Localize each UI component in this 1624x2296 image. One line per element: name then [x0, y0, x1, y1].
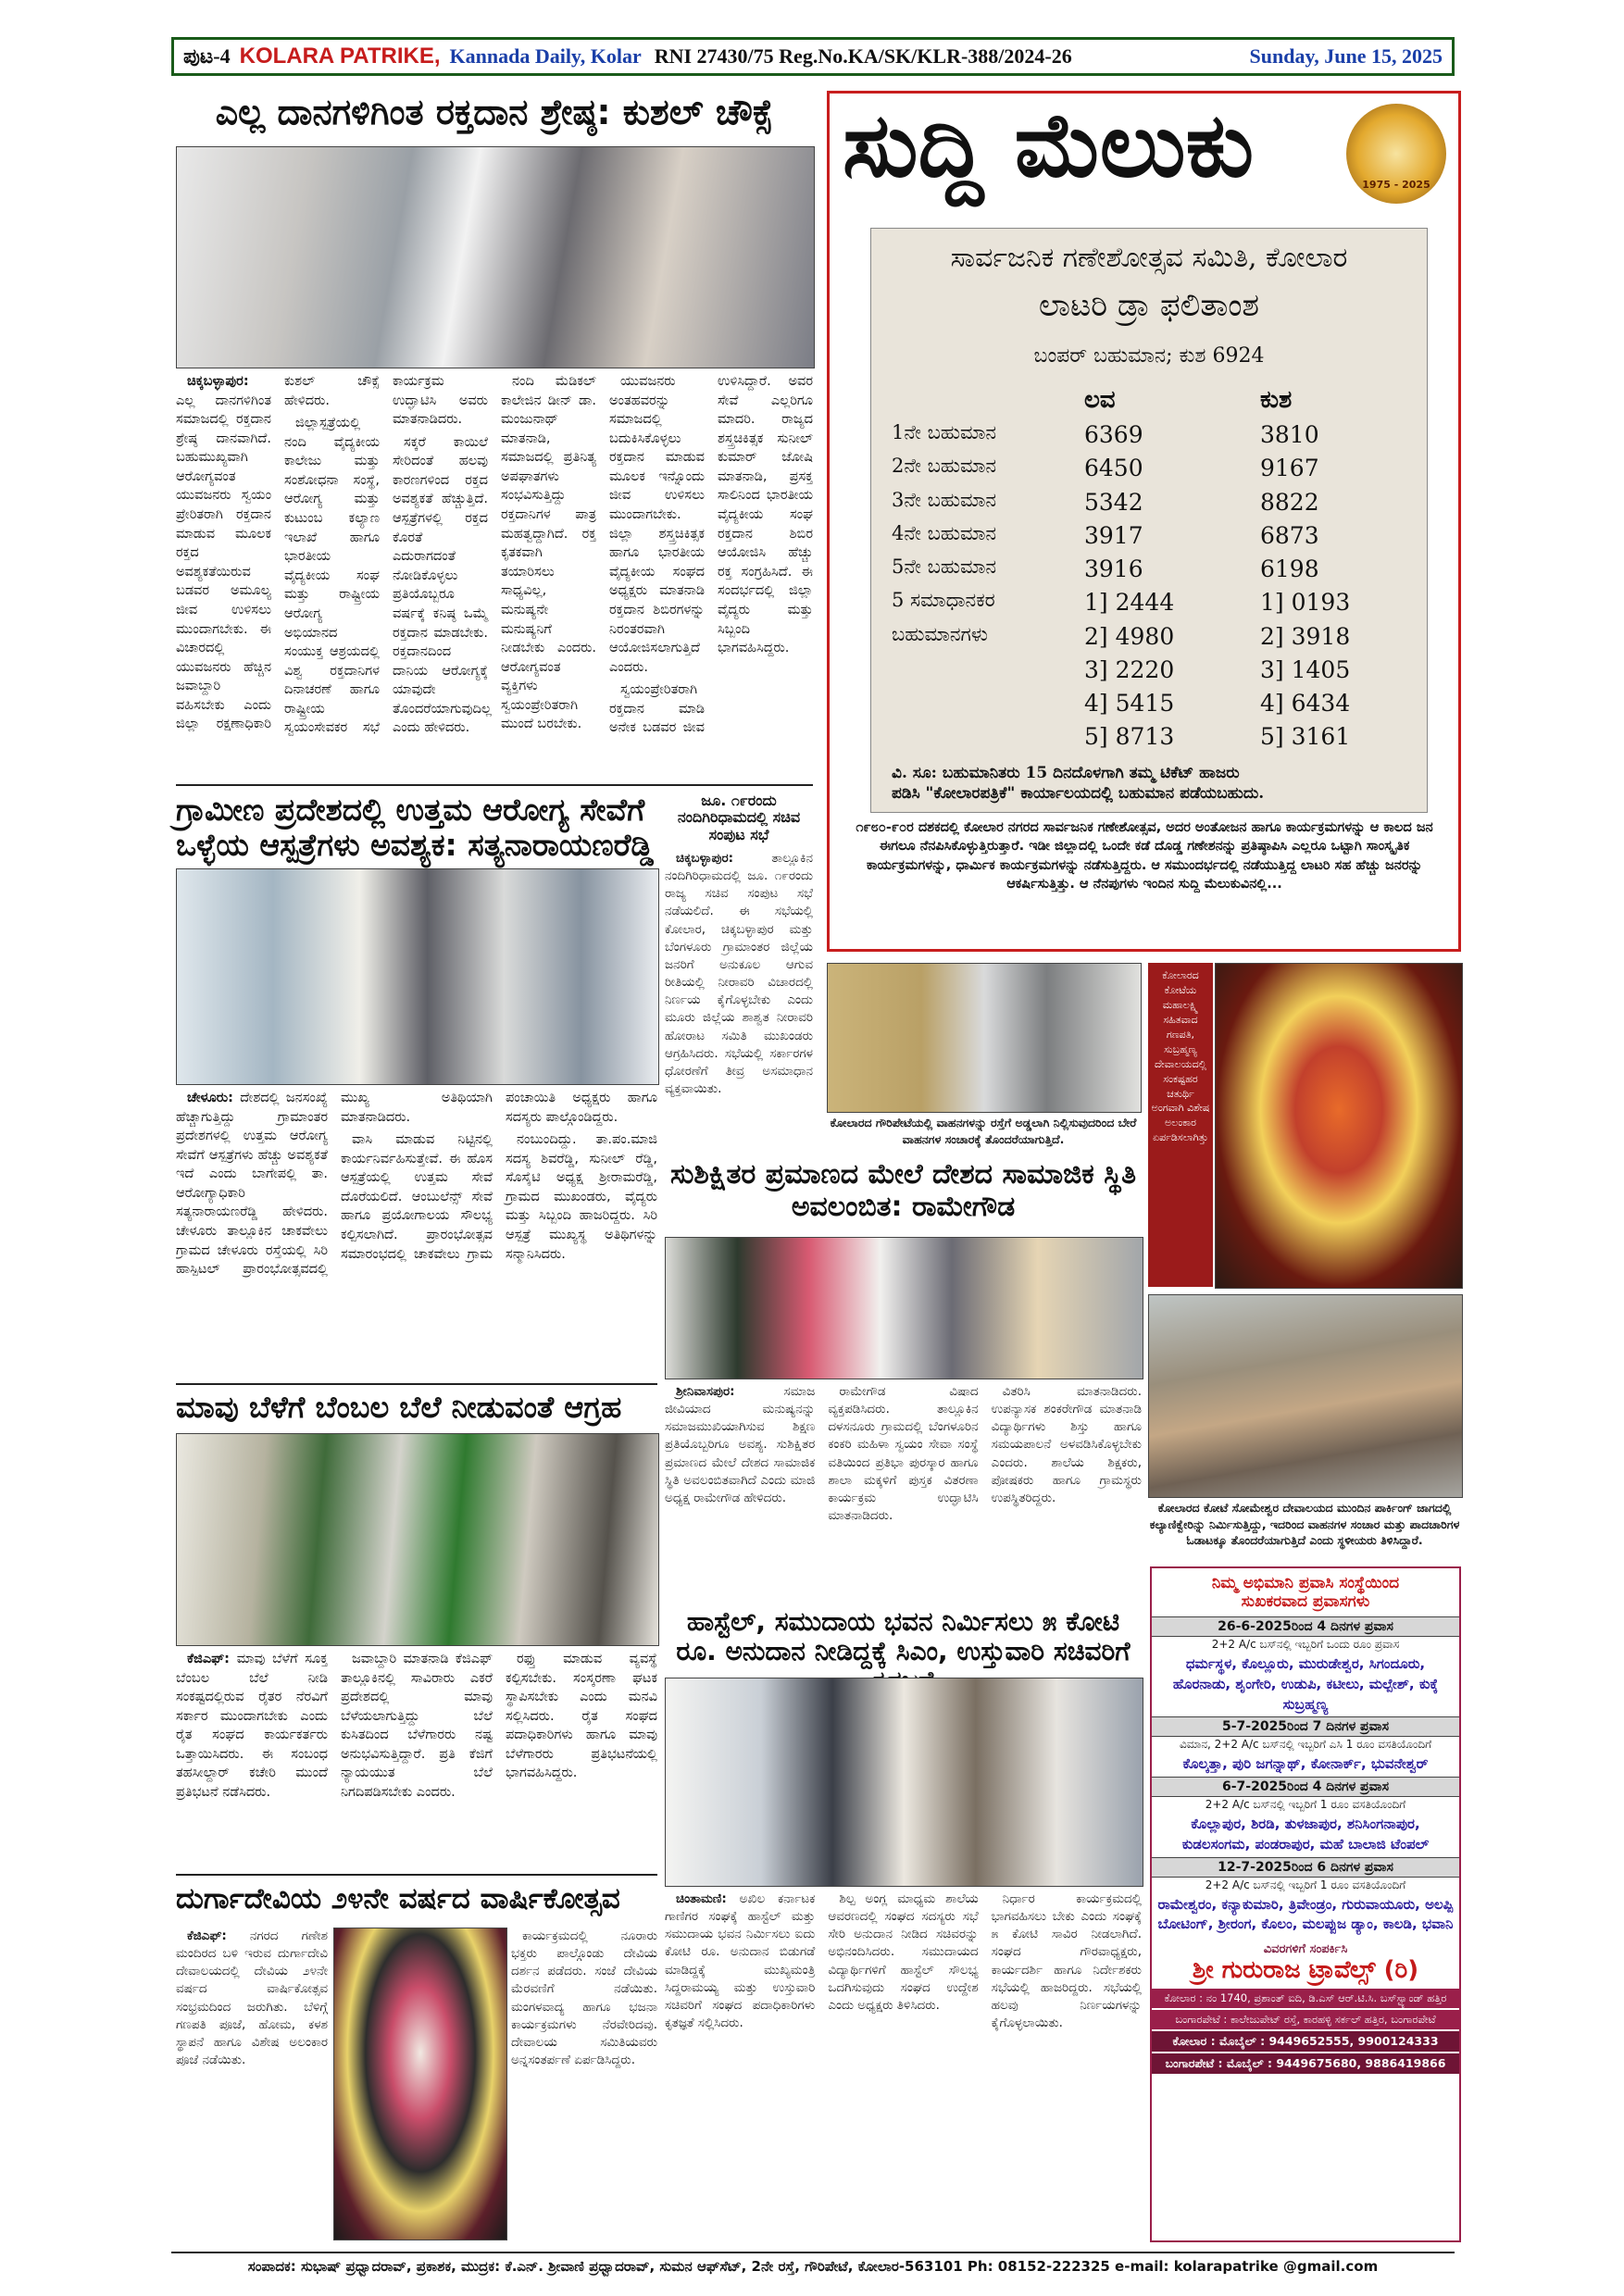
package-places: ಧರ್ಮಸ್ಥಳ, ಕೊಲ್ಲೂರು, ಮುರುಡೇಶ್ವರ, ಸಿಗಂದೂರು, ಹೊರನಾಡು, ಶೃಂಗೇರಿ, ಉಡುಪಿ, ಕಟೀಲು, ಮಲ್ಪೇಶ್, ಕುಕ್ಕೆ ಸುಬ್ರಹ್ಮಣ್ಯ	[1172, 1655, 1439, 1713]
story7-para: ಅಖಿಲ ಕರ್ನಾಟಕ ಗಾಣಿಗರ ಸಂಘಕ್ಕೆ ಹಾಸ್ಟೆಲ್ ಮತ್ತು ಸಮುದಾಯ ಭವನ ನಿರ್ಮಿಸಲು ಐದು ಕೋಟಿ ರೂ. ಅನುದಾನ ಬಿಡುಗಡೆ ಮಾಡಿದ್ದಕ್ಕೆ ಮುಖ್ಯಮಂತ್ರಿ ಸಿದ್ದರಾಮಯ್ಯ ಮತ್ತು ಉಸ್ತುವಾರಿ ಸಚಿವರಿಗೆ ಸಂಘದ ಪದಾಧಿಕಾರಿಗಳು ಕೃತಜ್ಞತೆ ಸಲ್ಲಿಸಿದರು.	[665, 1891, 816, 2031]
story2-dateline: ಚೇಳೂರು:	[187, 1091, 233, 1105]
story7-para: ನಿರ್ಧಾರ ಕಾರ್ಯಕ್ರಮದಲ್ಲಿ ಭಾಗವಹಿಸಲು ಬೇಕು ಎಂದು ಸಂಘಕ್ಕೆ ೫ ಕೋಟಿ ಸಾವಿರ ನೀಡಲಾಗಿದೆ. ಸಂಘದ ಗೌರವಾಧ್ಯಕ್ಷರು, ಕಾರ್ಯದರ್ಶಿ ಹಾಗೂ ನಿರ್ದೇಶಕರು ಸಭೆಯಲ್ಲಿ ಹಾಜರಿದ್ದರು. ಸಭೆಯಲ್ಲಿ ಹಲವು ನಿರ್ಣಯಗಳನ್ನು ಕೈಗೊಳ್ಳಲಾಯಿತು.	[991, 1891, 1142, 2031]
page-number: ಪುಟ-4	[183, 44, 231, 68]
package-details: 2+2 A/c ಬಸ್‌ನಲ್ಲಿ ಇಬ್ಬರಿಗೆ ಒಂದು ರೂಂ ಪ್ರವಾಸ	[1211, 1638, 1400, 1651]
story1-body	[176, 372, 813, 780]
story1-para: ಎಲ್ಲ ದಾನಗಳಿಗಿಂತ ಸಮಾಜದಲ್ಲಿ ರಕ್ತದಾನ ಶ್ರೇಷ್ಠ ದಾನವಾಗಿದೆ. ಬಹುಮುಖ್ಯವಾಗಿ ಆರೋಗ್ಯವಂತ ಯುವಜನರು ಸ್ವಯಂ ಪ್ರೇರಿತರಾಗಿ ರಕ್ತದಾನ ಮಾಡುವ ಮೂಲಕ ರಕ್ತದ ಅವಶ್ಯಕತೆಯಿರುವ ಬಡವರ ಅಮೂಲ್ಯ ಜೀವ ಉಳಿಸಲು ಮುಂದಾಗಬೇಕು. ಈ ವಿಚಾರದಲ್ಲಿ ಯುವಜನರು ಹೆಚ್ಚಿನ ಜವಾಬ್ದಾರಿ ವಹಿಸಬೇಕು ಎಂದು ಜಿಲ್ಲಾ ರಕ್ಷಣಾಧಿಕಾರಿ ಕುಶಲ್ ಚೌಕ್ಸೆ ಹೇಳಿದರು.	[176, 374, 380, 732]
package-places: ರಾಮೇಶ್ವರಂ, ಕನ್ಯಾಕುಮಾರಿ, ತ್ರಿವೇಂಡ್ರಂ, ಗುರುವಾಯೂರು, ಅಲಪ್ಪಿ ಬೋಟಿಂಗ್, ಶ್ರೀರಂಗ, ಕೊಲಂ, ಮಲಪ್ಪುಜ ಡ್ಯಾಂ, ಕಾಲಡಿ, ಭವಾನಿ	[1157, 1895, 1454, 1933]
story6-para: ರಾಮೇಗೌಡ ವಿಷಾದ ವ್ಯಕ್ತಪಡಿಸಿದರು. ತಾಲ್ಲೂಕಿನ ದಳಸನೂರು ಗ್ರಾಮದಲ್ಲಿ ಬೆಂಗಳೂರಿನ ಕಂಕರಿ ಮಹಿಳಾ ಸ್ವಯಂ ಸೇವಾ ಸಂಸ್ಥೆ ವತಿಯಿಂದ ಪ್ರತಿಭಾ ಪುರಸ್ಕಾರ ಹಾಗೂ ಶಾಲಾ ಮಕ್ಕಳಿಗೆ ಪುಸ್ತಕ ವಿತರಣಾ ಕಾರ್ಯಕ್ರಮ ಉದ್ಘಾಟಿಸಿ ಮಾತನಾಡಿದರು.	[828, 1384, 979, 1524]
story4-body-left	[176, 1928, 328, 2239]
prize-label: 5ನೇ ಬಹುಮಾನ	[892, 555, 997, 578]
story6-dateline: ಶ್ರೀನಿವಾಸಪುರ:	[676, 1384, 735, 1399]
kusha-number: 2] 3918	[1260, 622, 1351, 650]
story1-para: ಜಿಲ್ಲಾಸ್ಪತ್ರೆಯಲ್ಲಿ ನಂದಿ ವೈದ್ಯಕೀಯ ಕಾಲೇಜು ಮತ್ತು ಸಂಶೋಧನಾ ಸಂಸ್ಥೆ, ಆರೋಗ್ಯ ಮತ್ತು ಕುಟುಂಬ ಕಲ್ಯಾಣ ಇಲಾಖೆ ಹಾಗೂ ಭಾರತೀಯ ವೈದ್ಯಕೀಯ ಸಂಘ ಮತ್ತು ರಾಷ್ಟ್ರೀಯ ಆರೋಗ್ಯ ಅಭಿಯಾನದ ಸಂಯುಕ್ತ ಆಶ್ರಯದಲ್ಲಿ ವಿಶ್ವ ರಕ್ತದಾನಿಗಳ ದಿನಾಚರಣೆ ಹಾಗೂ ರಾಷ್ಟ್ರೀಯ ಸ್ವಯಂಸೇವಕರ ಸಭೆ ಕಾರ್ಯಕ್ರಮ ಉದ್ಘಾಟಿಸಿ ಅವರು ಮಾತನಾಡಿದರು.	[284, 374, 488, 736]
parked-vehicles-photo	[827, 963, 1142, 1113]
lava-number: 2] 4980	[1084, 622, 1175, 650]
story2-headline: ಗ್ರಾಮೀಣ ಪ್ರದೇಶದಲ್ಲಿ ಉತ್ತಮ ಆರೋಗ್ಯ ಸೇವೆಗೆ ಒಳ್ಳೆಯ ಆಸ್ಪತ್ರೆಗಳು ಅವಶ್ಯಕ: ಸತ್ಯನಾರಾಯಣರೆಡ್ಡಿ	[176, 792, 654, 863]
lottery-row	[871, 452, 1427, 485]
story4-body-right	[511, 1928, 657, 2239]
kusha-number: 9167	[1260, 455, 1319, 482]
lottery-row	[871, 553, 1427, 586]
lottery-row	[871, 418, 1427, 452]
kusha-number: 1] 0193	[1260, 589, 1351, 617]
package-date: 26-6-2025ರಿಂದ 4 ದಿನಗಳ ಪ್ರವಾಸ	[1152, 1616, 1459, 1637]
kusha-heading: ಕುಶ	[1260, 386, 1293, 414]
lottery-note: ಪಡಿಸಿ "ಕೋಲಾರಪತ್ರಿಕೆ" ಕಾರ್ಯಾಲಯದಲ್ಲಿ ಬಹುಮಾನ ಪಡೆಯಬಹುದು.	[892, 783, 1265, 803]
divider	[176, 1383, 657, 1385]
lava-number: 1] 2444	[1084, 589, 1175, 617]
temple-caption: ಕೋಲಾರದ ಕೋಟೆಯ ಮಹಾಲಕ್ಷ್ಮಿ ಸಹಿತವಾದ ಗಣಪತಿ, ಸುಬ್ರಹ್ಮಣ್ಯ ದೇವಾಲಯದಲ್ಲಿ ಸಂಕಷ್ಟಹರ ಚತುರ್ಥಿ ಅಂಗವಾಗಿ ವಿಶೇಷ ಅಲಂಕಾರ ಏರ್ಪಡಿಸಲಾಗಿತ್ತು	[1148, 963, 1213, 1287]
kusha-number: 6198	[1260, 555, 1319, 582]
lottery-row	[871, 519, 1427, 553]
lava-number: 5] 8713	[1084, 723, 1175, 751]
lottery-title: ಲಾಟರಿ ಡ್ರಾ ಫಲಿತಾಂಶ	[1038, 287, 1260, 324]
travel-advertisement	[1150, 1566, 1461, 2242]
story1-para: ನಂದಿ ಮೆಡಿಕಲ್ ಕಾಲೇಜಿನ ಡೀನ್ ಡಾ. ಮಂಜುನಾಥ್ ಮಾತನಾಡಿ, ಸಮಾಜದಲ್ಲಿ ಪ್ರತಿನಿತ್ಯ ಅಪಘಾತಗಳು ಸಂಭವಿಸುತ್ತಿದ್ದು ರಕ್ತದಾನಿಗಳ ಪಾತ್ರ ಮಹತ್ವದ್ದಾಗಿದೆ. ರಕ್ತ ಕೃತಕವಾಗಿ ತಯಾರಿಸಲು ಸಾಧ್ಯವಿಲ್ಲ, ಮನುಷ್ಯನೇ ಮನುಷ್ಯನಿಗೆ ನೀಡಬೇಕು ಎಂದರು. ಆರೋಗ್ಯವಂತ ವ್ಯಕ್ತಿಗಳು ಸ್ವಯಂಪ್ರೇರಿತರಾಗಿ ಮುಂದೆ ಬರಬೇಕು.	[501, 374, 596, 732]
prize-label: 4ನೇ ಬಹುಮಾನ	[892, 521, 997, 544]
address-bangarapete: ಬಂಗಾರಪೇಟೆ : ಕಾಲೇಜುಪೇಟ್ ರಸ್ತೆ, ಕಾರಹಳ್ಳಿ ಸರ್ಕಲ್ ಹತ್ತಿರ, ಬಂಗಾರಪೇಟೆ	[1152, 2010, 1459, 2029]
brand-subtitle: Kannada Daily, Kolar	[449, 44, 642, 68]
divider	[176, 1874, 657, 1876]
story4-para: ಕಾರ್ಯಕ್ರಮದಲ್ಲಿ ನೂರಾರು ಭಕ್ತರು ಪಾಲ್ಗೊಂಡು ದೇವಿಯ ದರ್ಶನ ಪಡೆದರು. ಸಂಜೆ ದೇವಿಯ ಮೆರವಣಿಗೆ ನಡೆಯಿತು. ಮಂಗಳವಾದ್ಯ ಹಾಗೂ ಭಜನಾ ಕಾರ್ಯಕ್ರಮಗಳು ನೆರವೇರಿದವು. ದೇವಾಲಯ ಸಮಿತಿಯವರು ಅನ್ನಸಂತರ್ಪಣೆ ಏರ್ಪಡಿಸಿದ್ದರು.	[511, 1928, 657, 2068]
package-details: 2+2 A/c ಬಸ್‌ನಲ್ಲಿ ಇಬ್ಬರಿಗೆ 1 ರೂಂ ವಸತಿಯೊಂದಿಗೆ	[1205, 1878, 1406, 1891]
story4-para: ನಗರದ ಗಣೇಶ ಮಂದಿರದ ಬಳಿ ಇರುವ ದುರ್ಗಾದೇವಿ ದೇವಾಲಯದಲ್ಲಿ ದೇವಿಯ ೨೪ನೇ ವರ್ಷದ ವಾರ್ಷಿಕೋತ್ಸವ ಸಂಭ್ರಮದಿಂದ ಜರುಗಿತು. ಬೆಳಿಗ್ಗೆ ಗಣಪತಿ ಪೂಜೆ, ಹೋಮ, ಕಳಶ ಸ್ಥಾಪನೆ ಹಾಗೂ ವಿಶೇಷ ಅಲಂಕಾರ ಪೂಜೆ ನಡೆಯಿತು.	[176, 1928, 328, 2068]
road-construction-caption: ಕೋಲಾರದ ಕೋಟೆ ಸೋಮೇಶ್ವರ ದೇವಾಲಯದ ಮುಂದಿನ ಪಾರ್ಕಿಂಗ್ ಜಾಗದಲ್ಲಿ ಕಲ್ಯಾಣಿಕ್ವೇರಿನ್ನು ನಿರ್ಮಿಸುತ್ತಿದ್ದು, ಇದರಿಂದ ವಾಹನಗಳ ಸಂಚಾರ ಮತ್ತು ಪಾದಚಾರಿಗಳ ಓಡಾಟಕ್ಕೂ ತೊಂದರೆಯಾಗುತ್ತಿದೆ ಎಂದು ಸ್ಥಳೀಯರು ತಿಳಿಸಿದ್ದಾರೆ.	[1149, 1501, 1460, 1547]
story7-dateline: ಚಿಂತಾಮಣಿ:	[676, 1891, 727, 1906]
phone-bangarapete: ಬಂಗಾರಪೇಟೆ : ಮೊಬೈಲ್ : 9449675680, 9886419866	[1152, 2053, 1459, 2074]
lottery-org: ಸಾರ್ವಜನಿಕ ಗಣೇಶೋತ್ಸವ ಸಮಿತಿ, ಕೋಲಾರ	[950, 242, 1348, 274]
lava-number: 3917	[1084, 521, 1143, 549]
kusha-number: 4] 6434	[1260, 690, 1351, 717]
story2-para: ದೇಶದಲ್ಲಿ ಜನಸಂಖ್ಯೆ ಹೆಚ್ಚಾಗುತ್ತಿದ್ದು ಗ್ರಾಮಾಂತರ ಪ್ರದೇಶಗಳಲ್ಲಿ ಉತ್ತಮ ಆರೋಗ್ಯ ಸೇವೆಗೆ ಆಸ್ಪತ್ರೆಗಳು ಹೆಚ್ಚು ಅವಶ್ಯಕತೆ ಇದೆ ಎಂದು ಬಾಗೇಪಲ್ಲಿ ತಾ. ಆರೋಗ್ಯಾಧಿಕಾರಿ ಸತ್ಯನಾರಾಯಣರೆಡ್ಡಿ ಹೇಳಿದರು. ಚೇಳೂರು ತಾಲ್ಲೂಕಿನ ಚಾಕವೇಲು ಗ್ರಾಮದ ಚೇಳೂರು ರಸ್ತೆಯಲ್ಲಿ ಸಿರಿ ಹಾಸ್ಪಿಟಲ್ ಪ್ರಾರಂಭೋತ್ಸವದಲ್ಲಿ ಮುಖ್ಯ ಅತಿಥಿಯಾಗಿ ಮಾತನಾಡಿದರು.	[176, 1091, 493, 1278]
story3-para: ರಫ್ತು ಮಾಡುವ ವ್ಯವಸ್ಥೆ ಕಲ್ಪಿಸಬೇಕು. ಸಂಸ್ಕರಣಾ ಘಟಕ ಸ್ಥಾಪಿಸಬೇಕು ಎಂದು ಮನವಿ ಸಲ್ಲಿಸಿದರು. ರೈತ ಸಂಘದ ಪದಾಧಿಕಾರಿಗಳು ಹಾಗೂ ಮಾವು ಬೆಳೆಗಾರರು ಪ್ರತಿಭಟನೆಯಲ್ಲಿ ಭಾಗವಹಿಸಿದ್ದರು.	[506, 1652, 657, 1781]
lottery-rows	[871, 418, 1427, 755]
hospital-inauguration-photo	[176, 868, 659, 1085]
story7-para: ಶಿಲ್ಪ ಅಂಗ್ಲ ಮಾಧ್ಯಮ ಶಾಲೆಯ ಆವರಣದಲ್ಲಿ ಸಂಘದ ಸದಸ್ಯರು ಸಭೆ ಸೇರಿ ಅನುದಾನ ನೀಡಿದ ಸಚಿವರನ್ನು ಅಭಿನಂದಿಸಿದರು. ಸಮುದಾಯದ ವಿದ್ಯಾರ್ಥಿಗಳಿಗೆ ಹಾಸ್ಟೆಲ್ ಸೌಲಭ್ಯ ಒದಗಿಸುವುದು ಸಂಘದ ಉದ್ದೇಶ ಎಂದು ಅಧ್ಯಕ್ಷರು ತಿಳಿಸಿದರು.	[828, 1891, 979, 2013]
story7-headline: ಹಾಸ್ಟೆಲ್, ಸಮುದಾಯ ಭವನ ನಿರ್ಮಿಸಲು ೫ ಕೋಟಿ ರೂ. ಅನುದಾನ ನೀಡಿದ್ದಕ್ಕೆ ಸಿಎಂ, ಉಸ್ತುವಾರಿ ಸಚಿವರಿಗೆ	[676, 1606, 1131, 1667]
suddi-meluku-caption: ೧೯೮೦-೯೦ರ ದಶಕದಲ್ಲಿ ಕೋಲಾರ ನಗರದ ಸಾರ್ವಜನಿಕ ಗಣೇಶೋತ್ಸವ, ಅದರ ಅಂತೋಜನ ಹಾಗೂ ಕಾರ್ಯಕ್ರಮಗಳನ್ನು ಆ ಕಾಲದ ಜನ ಈಗಲೂ ನೆನಪಿಸಿಕೊಳ್ಳುತ್ತಿರುತ್ತಾರೆ. ಇಡೀ ಜಿಲ್ಲಾದಲ್ಲಿ ಒಂದೇ ಕಡೆ ದೊಡ್ಡ ಗಣೇಶನನ್ನು ಪ್ರತಿಷ್ಠಾಪಿಸಿ ಎಲ್ಲರೂ ಒಟ್ಟಾಗಿ ಸಾಂಸ್ಕೃತಿಕ ಕಾರ್ಯಕ್ರಮಗಳನ್ನು, ಧಾರ್ಮಿಕ ಕಾರ್ಯಕ್ರಮಗಳನ್ನು ನಡೆಸುತ್ತಿದ್ದರು. ಆ ಸಮುಂದರ್ಭದಲ್ಲಿ ನಡೆಯುತ್ತಿದ್ದ ಲಾಟರಿ ಸಹ ಹೆಚ್ಚು ಜನರನ್ನು ಆಕರ್ಷಿಸುತ್ತಿತ್ತು. ಆ ನೆನಪುಗಳು ಇಂದಿನ ಸುದ್ದಿ ಮೆಲುಕುವಿನಲ್ಲಿ...	[856, 820, 1433, 892]
story1-para: ಸ್ವಯಂಪ್ರೇರಿತರಾಗಿ ರಕ್ತದಾನ ಮಾಡಿ ಅನೇಕ ಬಡವರ ಜೀವ ಉಳಿಸಿದ್ದಾರೆ. ಅವರ ಸೇವೆ ಎಲ್ಲರಿಗೂ ಮಾದರಿ. ರಾಜ್ಯದ ಶಸ್ತ್ರಚಿಕಿತ್ಸಕ ಸುನೀಲ್ ಕುಮಾರ್ ಜೋಷಿ ಮಾತನಾಡಿ, ಪ್ರಸಕ್ತ ಸಾಲಿನಿಂದ ಭಾರತೀಯ ವೈದ್ಯಕೀಯ ಸಂಘ ರಕ್ತದಾನ ಶಿಬಿರ ಆಯೋಜಿಸಿ ಹೆಚ್ಚು ರಕ್ತ ಸಂಗ್ರಹಿಸಿದೆ. ಈ ಸಂದರ್ಭದಲ್ಲಿ ಜಿಲ್ಲಾ ವೈದ್ಯರು ಮತ್ತು ಸಿಬ್ಬಂದಿ ಭಾಗವಹಿಸಿದ್ದರು.	[609, 374, 813, 736]
lottery-row	[871, 586, 1427, 619]
lava-number: 5342	[1084, 488, 1143, 516]
package-date: 5-7-2025ರಿಂದ 7 ದಿನಗಳ ಪ್ರವಾಸ	[1152, 1716, 1459, 1737]
lottery-column-heads	[871, 386, 1427, 415]
story6-para: ಸಮಾಜ ಜೀವಿಯಾದ ಮನುಷ್ಯನನ್ನು ಸಮಾಜಮುಖಿಯಾಗಿಸುವ ಶಿಕ್ಷಣ ಪ್ರತಿಯೊಬ್ಬರಿಗೂ ಅವಶ್ಯ. ಸುಶಿಕ್ಷಿತರ ಪ್ರಮಾಣದ ಮೇಲೆ ದೇಶದ ಸಾಮಾಜಿಕ ಸ್ಥಿತಿ ಅವಲಂಬಿತವಾಗಿದೆ ಎಂದು ಮಾಜಿ ಅಧ್ಯಕ್ಷ ರಾಮೇಗೌಡ ಹೇಳಿದರು.	[665, 1384, 816, 1505]
prize-label	[871, 654, 1084, 687]
story6-para: ವಿತರಿಸಿ ಮಾತನಾಡಿದರು. ಉಪನ್ಯಾಸಕ ಶಂಕರೇಗೌಡ ಮಾತನಾಡಿ ವಿದ್ಯಾರ್ಥಿಗಳು ಶಿಸ್ತು ಹಾಗೂ ಸಮಯಪಾಲನೆ ಅಳವಡಿಸಿಕೊಳ್ಳಬೇಕು ಎಂದರು. ಶಾಲೆಯ ಶಿಕ್ಷಕರು, ಪೋಷಕರು ಹಾಗೂ ಗ್ರಾಮಸ್ಥರು ಉಪಸ್ಥಿತರಿದ್ದರು.	[991, 1384, 1142, 1505]
story4-dateline: ಕೆಜಿಎಫ್:	[187, 1928, 227, 1943]
story5-headline: ಜೂ. ೧೯ರಂದು ನಂದಿಗಿರಿಧಾಮದಲ್ಲಿ ಸಚಿವ ಸಂಪುಟ ಸಭೆ	[677, 792, 801, 843]
parked-vehicles-caption: ಕೋಲಾರದ ಗೌರಿಪೇಟೆಯಲ್ಲಿ ವಾಹನಗಳನ್ನು ರಸ್ತೆಗೆ ಅಡ್ಡಲಾಗಿ ನಿಲ್ಲಿಸುವುದರಿಂದ ಬೇರೆ ವಾಹನಗಳ ಸಂಚಾರಕ್ಕೆ ತೊಂದರೆಯಾಗುತ್ತಿದೆ.	[830, 1116, 1137, 1146]
kusha-number: 3] 1405	[1260, 655, 1351, 683]
lottery-row	[871, 654, 1427, 687]
phone-kolar: ಕೋಲಾರ : ಮೊಬೈಲ್ : 9449652555, 9900124333	[1152, 2031, 1459, 2052]
divider	[176, 784, 813, 786]
story1-para: ಸಕ್ಕರೆ ಕಾಯಿಲೆ ಸೇರಿದಂತೆ ಹಲವು ಕಾರಣಗಳಿಂದ ರಕ್ತದ ಅವಶ್ಯಕತೆ ಹೆಚ್ಚುತ್ತಿದೆ. ಆಸ್ಪತ್ರೆಗಳಲ್ಲಿ ರಕ್ತದ ಕೊರತೆ ಎದುರಾಗದಂತೆ ನೋಡಿಕೊಳ್ಳಲು ಪ್ರತಿಯೊಬ್ಬರೂ ವರ್ಷಕ್ಕೆ ಕನಿಷ್ಠ ಒಮ್ಮೆ ರಕ್ತದಾನ ಮಾಡಬೇಕು. ರಕ್ತದಾನದಿಂದ ದಾನಿಯ ಆರೋಗ್ಯಕ್ಕೆ ಯಾವುದೇ ತೊಂದರೆಯಾಗುವುದಿಲ್ಲ ಎಂದು ಹೇಳಿದರು.	[393, 434, 492, 736]
package-date: 6-7-2025ರಿಂದ 4 ದಿನಗಳ ಪ್ರವಾಸ	[1152, 1777, 1459, 1797]
story5-dateline: ಚಿಕ್ಕಬಳ್ಳಾಪುರ:	[676, 851, 734, 866]
story1-para: ಯುವಜನರು ಅಂತಹವರನ್ನು ಸಮಾಜದಲ್ಲಿ ಬದುಕಿಸಿಕೊಳ್ಳಲು ರಕ್ತದಾನ ಮಾಡುವ ಮೂಲಕ ಇನ್ನೊಂದು ಜೀವ ಉಳಿಸಲು ಮುಂದಾಗಬೇಕು. ಜಿಲ್ಲಾ ಶಸ್ತ್ರಚಿಕಿತ್ಸಕ ಹಾಗೂ ಭಾರತೀಯ ವೈದ್ಯಕೀಯ ಸಂಘದ ಅಧ್ಯಕ್ಷರು ಮಾತನಾಡಿ ರಕ್ತದಾನ ಶಿಬಿರಗಳನ್ನು ನಿರಂತರವಾಗಿ ಆಯೋಜಿಸಲಾಗುತ್ತಿದೆ ಎಂದರು.	[609, 374, 705, 675]
lava-number: 6450	[1084, 455, 1143, 482]
prize-label: 2ನೇ ಬಹುಮಾನ	[892, 455, 997, 478]
package-places: ಕೊಲ್ಕತ್ತಾ, ಪುರಿ ಜಗನ್ನಾಥ್, ಕೋನಾರ್ಕ್, ಭುವನೇಶ್ವರ್	[1182, 1755, 1429, 1773]
community-meeting-photo	[665, 1678, 1143, 1887]
registration-number: RNI 27430/75 Reg.No.KA/SK/KLR-388/2024-26	[654, 44, 1072, 68]
lottery-note: ವಿ. ಸೂ: ಬಹುಮಾನಿತರು 15 ದಿನದೊಳಗಾಗಿ ತಮ್ಮ ಟಿಕೆಟ್ ಹಾಜರು	[892, 763, 1240, 782]
durgadevi-idol-photo	[333, 1928, 507, 2240]
story3-dateline: ಕೆಜಿಎಫ್:	[187, 1652, 230, 1666]
education-event-photo	[665, 1237, 1143, 1379]
lava-heading: ಲವ	[1084, 386, 1116, 414]
lottery-row	[871, 687, 1427, 720]
story3-para: ಮಾವು ಬೆಳೆಗೆ ಸೂಕ್ತ ಬೆಂಬಲ ಬೆಲೆ ನೀಡಿ ಸಂಕಷ್ಟದಲ್ಲಿರುವ ರೈತರ ನೆರವಿಗೆ ಸರ್ಕಾರ ಮುಂದಾಗಬೇಕು ಎಂದು ರೈತ ಸಂಘದ ಕಾರ್ಯಕರ್ತರು ಒತ್ತಾಯಿಸಿದರು. ಈ ಸಂಬಂಧ ತಹಸೀಲ್ದಾರ್ ಕಚೇರಿ ಮುಂದೆ ಪ್ರತಿಭಟನೆ ನಡೆಸಿದರು.	[176, 1652, 328, 1801]
contact-heading: ವಿವರಗಳಿಗೆ ಸಂಪರ್ಕಿಸಿ	[1263, 1942, 1348, 1956]
brand-name: KOLARA PATRIKE,	[239, 44, 441, 69]
kusha-number: 8822	[1260, 488, 1319, 516]
story3-body	[176, 1650, 657, 1866]
story3-headline: ಮಾವು ಬೆಳೆಗೆ ಬೆಂಬಲ ಬೆಲೆ ನೀಡುವಂತೆ ಆಗ್ರಹ	[176, 1390, 622, 1425]
story2-body	[176, 1089, 657, 1378]
lottery-bumper: ಬಂಪರ್ ಬಹುಮಾನ; ಕುಶ 6924	[1033, 344, 1265, 368]
lottery-result-clipping	[870, 228, 1428, 813]
issue-date: Sunday, June 15, 2025	[1249, 44, 1443, 68]
emblem-years: 1975 - 2025	[1362, 179, 1430, 191]
prize-label	[871, 687, 1084, 720]
road-construction-photo	[1148, 1294, 1463, 1498]
travel-subheading: ಸುಖಕರವಾದ ಪ್ರವಾಸಗಳು	[1241, 1592, 1370, 1611]
story7-body	[665, 1890, 1142, 2239]
story5-body	[665, 850, 813, 1174]
story2-para: ನಂಬುಂದಿದ್ದು. ತಾ.ಪಂ.ಮಾಜಿ ಸದಸ್ಯ ಶಿವರೆಡ್ಡಿ, ಸುನೀಲ್ ರೆಡ್ಡಿ, ಸೊಸೈಟಿ ಅಧ್ಯಕ್ಷ ಶ್ರೀರಾಮರೆಡ್ಡಿ, ಗ್ರಾಮದ ಮುಖಂಡರು, ವೈದ್ಯರು ಮತ್ತು ಸಿಬ್ಬಂದಿ ಹಾಜರಿದ್ದರು. ಸಿರಿ ಆಸ್ಪತ್ರೆ ಮುಖ್ಯಸ್ಥ ಅತಿಥಿಗಳನ್ನು ಸನ್ಮಾನಿಸಿದರು.	[506, 1132, 657, 1262]
package-places: ಕೊಲ್ಲಾಪುರ, ಶಿರಡಿ, ತುಳಜಾಪುರ, ಶನಿಸಿಂಗನಾಪುರ, ಕುಡಲಸಂಗಮ, ಪಂಡರಾಪುರ, ಮಹೆ ಬಾಲಾಜಿ ಟೆಂಪಲ್	[1181, 1816, 1430, 1853]
company-name: ಶ್ರೀ ಗುರುರಾಜ ಟ್ರಾವೆಲ್ಸ್ (ರಿ)	[1192, 1956, 1419, 1984]
masthead-bar	[171, 37, 1455, 76]
kusha-number: 5] 3161	[1260, 723, 1351, 751]
travel-heading: ನಿಮ್ಮ ಅಭಿಮಾನಿ ಪ್ರವಾಸಿ ಸಂಸ್ಥೆಯಿಂದ	[1211, 1574, 1400, 1592]
lottery-row	[871, 720, 1427, 754]
temple-deity-photo	[1215, 963, 1463, 1289]
anniversary-emblem	[1346, 104, 1446, 204]
suddi-meluku-title: ಸುದ್ದಿ ಮೆಲುಕು	[843, 93, 1255, 197]
kusha-number: 3810	[1260, 421, 1319, 448]
travel-packages	[1152, 1616, 1459, 1937]
story5-para: ತಾಲ್ಲೂಕಿನ ನಂದಿಗಿರಿಧಾಮದಲ್ಲಿ ಜೂ. ೧೯ರಂದು ರಾಜ್ಯ ಸಚಿವ ಸಂಪುಟ ಸಭೆ ನಡೆಯಲಿದೆ. ಈ ಸಭೆಯಲ್ಲಿ ಕೋಲಾರ, ಚಿಕ್ಕಬಳ್ಳಾಪುರ ಮತ್ತು ಬೆಂಗಳೂರು ಗ್ರಾಮಾಂತರ ಜಿಲ್ಲೆಯ ಜನರಿಗೆ ಅನುಕೂಲ ಆಗುವ ರೀತಿಯಲ್ಲಿ ನೀರಾವರಿ ವಿಚಾರದಲ್ಲಿ ನಿರ್ಣಯ ಕೈಗೊಳ್ಳಬೇಕು ಎಂದು ಮೂರು ಜಿಲ್ಲೆಯ ಶಾಶ್ವತ ನೀರಾವರಿ ಹೋರಾಟ ಸಮಿತಿ ಮುಖಂಡರು ಆಗ್ರಹಿಸಿದರು. ಸಭೆಯಲ್ಲಿ ಸರ್ಕಾರಗಳ ಧೋರಣೆಗೆ ತೀವ್ರ ಅಸಮಾಧಾನ ವ್ಯಕ್ತವಾಯಿತು.	[665, 851, 813, 1097]
package-details: 2+2 A/c ಬಸ್‌ನಲ್ಲಿ ಇಬ್ಬರಿಗೆ 1 ರೂಂ ವಸತಿಯೊಂದಿಗೆ	[1205, 1798, 1406, 1811]
story1-headline: ಎಲ್ಲ ದಾನಗಳಿಗಿಂತ ರಕ್ತದಾನ ಶ್ರೇಷ್ಠ: ಕುಶಲ್ ಚೌಕ್ಸೆ	[215, 92, 774, 132]
prize-label: 1ನೇ ಬಹುಮಾನ	[892, 421, 997, 443]
lava-number: 3] 2220	[1084, 655, 1175, 683]
mango-protest-photo	[176, 1433, 659, 1646]
prize-label: ಬಹುಮಾನಗಳು	[892, 622, 988, 645]
prize-label	[871, 720, 1084, 754]
story3-para: ಜವಾಬ್ದಾರಿ ಮಾತನಾಡಿ ಕೆಜಿಎಫ್ ತಾಲ್ಲೂಕಿನಲ್ಲಿ ಸಾವಿರಾರು ಎಕರೆ ಪ್ರದೇಶದಲ್ಲಿ ಮಾವು ಬೆಳೆಯಲಾಗುತ್ತಿದ್ದು ಬೆಲೆ ಕುಸಿತದಿಂದ ಬೆಳೆಗಾರರು ನಷ್ಟ ಅನುಭವಿಸುತ್ತಿದ್ದಾರೆ. ಪ್ರತಿ ಕೆಜಿಗೆ ನ್ಯಾಯಯುತ ಬೆಲೆ ನಿಗದಿಪಡಿಸಬೇಕು ಎಂದರು.	[341, 1652, 493, 1801]
prize-label: 3ನೇ ಬಹುಮಾನ	[892, 488, 997, 511]
kusha-number: 6873	[1260, 521, 1319, 549]
prize-label: 5 ಸಮಾಧಾನಕರ	[892, 589, 995, 612]
story1-dateline: ಚಿಕ್ಕಬಳ್ಳಾಪುರ:	[187, 374, 249, 389]
imprint-footer: ಸಂಪಾದಕ: ಸುಭಾಷ್ ಪ್ರಧ್ವಾದರಾವ್, ಪ್ರಕಾಶಕ, ಮುದ್ರಕ: ಕೆ.ಎನ್. ಶ್ರೀವಾಣಿ ಪ್ರಧ್ವಾದರಾವ್, ಸುಮನ ಆಫ್‌ಸೆಟ್, 2ನೇ ರಸ್ತೆ, ಗೌರಿಪೇಟೆ, ಕೋಲಾರ-563101 Ph: 08152-222325 e-mail: kolarapatrike @gmail.com	[171, 2252, 1455, 2279]
lava-number: 3916	[1084, 555, 1143, 582]
lava-number: 6369	[1084, 421, 1143, 448]
blood-donation-photo	[176, 146, 815, 368]
story6-headline: ಸುಶಿಕ್ಷಿತರ ಪ್ರಮಾಣದ ಮೇಲೆ ದೇಶದ ಸಾಮಾಜಿಕ ಸ್ಥಿತಿ ಅವಲಂಬಿತ: ರಾಮೇಗೌಡ	[669, 1158, 1137, 1223]
lava-number: 4] 5415	[1084, 690, 1175, 717]
package-details: ವಿಮಾನ, 2+2 A/c ಬಸ್‌ನಲ್ಲಿ ಇಬ್ಬರಿಗೆ ಎಸಿ 1 ರೂಂ ವಸತಿಯೊಂದಿಗೆ	[1179, 1738, 1432, 1752]
address-kolar: ಕೋಲಾರ : ನಂ 1740, ಪ್ರಶಾಂತ್ ಐದಿ, ಡಿ.ಎಸ್ ಆರ್.ಟಿ.ಸಿ. ಬಸ್‌ಸ್ಟ್ಯಾಂಡ್ ಹತ್ತಿರ	[1152, 1989, 1459, 2008]
lottery-row	[871, 620, 1427, 654]
story6-body	[665, 1383, 1142, 1598]
story2-para: ವಾಸಿ ಮಾಡುವ ನಿಟ್ಟಿನಲ್ಲಿ ಕಾರ್ಯನಿರ್ವಹಿಸುತ್ತೇವೆ. ಈ ಹೊಸ ಆಸ್ಪತ್ರೆಯಲ್ಲಿ ಉತ್ತಮ ಸೇವೆ ದೊರೆಯಲಿದೆ. ಆಂಬುಲೆನ್ಸ್ ಸೇವೆ ಹಾಗೂ ಪ್ರಯೋಗಾಲಯ ಸೌಲಭ್ಯ ಕಲ್ಪಿಸಲಾಗಿದೆ. ಪ್ರಾರಂಭೋತ್ಸವ ಸಮಾರಂಭದಲ್ಲಿ ಚಾಕವೇಲು ಗ್ರಾಮ ಪಂಚಾಯಿತಿ ಅಧ್ಯಕ್ಷರು ಹಾಗೂ ಸದಸ್ಯರು ಪಾಲ್ಗೊಂಡಿದ್ದರು.	[341, 1091, 657, 1262]
lottery-row	[871, 486, 1427, 519]
story4-headline: ದುರ್ಗಾದೇವಿಯ ೨೪ನೇ ವರ್ಷದ ವಾರ್ಷಿಕೋತ್ಸವ	[176, 1882, 620, 1915]
package-date: 12-7-2025ರಿಂದ 6 ದಿನಗಳ ಪ್ರವಾಸ	[1152, 1857, 1459, 1878]
